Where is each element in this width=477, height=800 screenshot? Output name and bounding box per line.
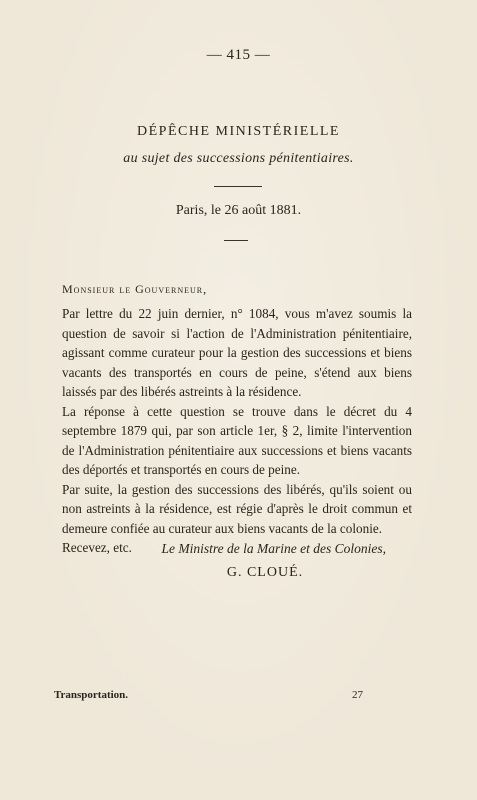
separator-rule [214,186,262,187]
paragraph: Par lettre du 22 juin dernier, n° 1084, vous m'avez soumis la question de savoir si l'action de l'Administration pénitentiaire, agissant comme curateur pour la gestion des successions et biens vacants des transportés en cours de peine, s'étend aux biens laissés par des libérés astreints à la résidence. [62,306,412,399]
dateline: Paris, le 26 août 1881. [175,203,302,218]
paragraph: Par suite, la gestion des successions des libérés, qu'ils soient ou non astreints à la résidence, est régie d'après le droit commun et demeure confiée au curateur aux biens vacants de la colonie. [62,481,412,536]
page-number: — 415 — [206,47,271,63]
signature-name: G. CLOUÉ. [226,565,304,580]
paragraph: Recevez, etc. [62,540,132,555]
letter-body [62,304,412,558]
footer-section-label: Transportation. [54,689,129,701]
footer-signature-mark: 27 [352,689,363,701]
salutation: Monsieur le Gouverneur, [62,282,208,296]
separator-rule-short [224,240,248,241]
signature-role: Le Ministre de la Marine et des Colonies, [161,541,386,556]
document-title: DÉPÊCHE MINISTÉRIELLE [137,124,340,139]
document-subtitle: au sujet des successions pénitentiaires. [123,151,354,166]
paragraph: La réponse à cette question se trouve dans le décret du 4 septembre 1879 qui, par son article 1er, § 2, limite l'intervention de l'Administration pénitentiaire aux successions et biens vacants des déportés et transportés en cours de peine. [62,403,412,477]
